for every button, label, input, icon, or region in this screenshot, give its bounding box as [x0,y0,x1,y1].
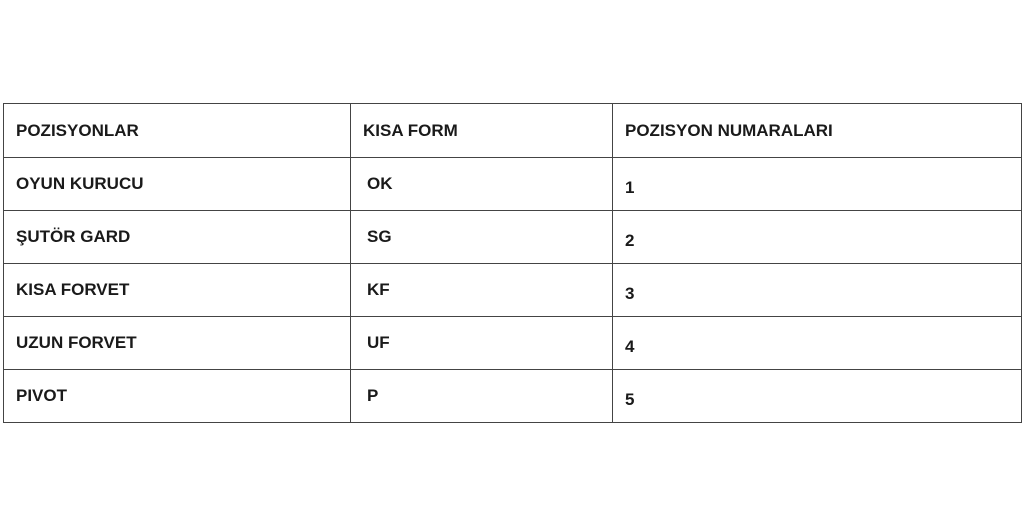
short-form-cell: P [351,370,613,423]
table-row [4,158,1022,211]
position-number-cell: 2 [613,211,1022,264]
table-row [4,370,1022,423]
position-name-cell: OYUN KURUCU [4,158,351,211]
table-row [4,211,1022,264]
header-positions: POZISYONLAR [4,104,351,158]
position-number-cell: 5 [613,370,1022,423]
table-row [4,317,1022,370]
header-position-numbers: POZISYON NUMARALARI [613,104,1022,158]
short-form-cell: OK [351,158,613,211]
position-number-cell: 4 [613,317,1022,370]
table-row [4,264,1022,317]
header-row [4,104,1022,158]
position-name-cell: KISA FORVET [4,264,351,317]
position-name-cell: ŞUTÖR GARD [4,211,351,264]
positions-table [3,103,1022,423]
position-name-cell: PIVOT [4,370,351,423]
table-body [4,158,1022,423]
position-number-cell: 3 [613,264,1022,317]
short-form-cell: SG [351,211,613,264]
short-form-cell: UF [351,317,613,370]
header-short-form: KISA FORM [351,104,613,158]
position-name-cell: UZUN FORVET [4,317,351,370]
table-header [4,104,1022,158]
position-number-cell: 1 [613,158,1022,211]
short-form-cell: KF [351,264,613,317]
